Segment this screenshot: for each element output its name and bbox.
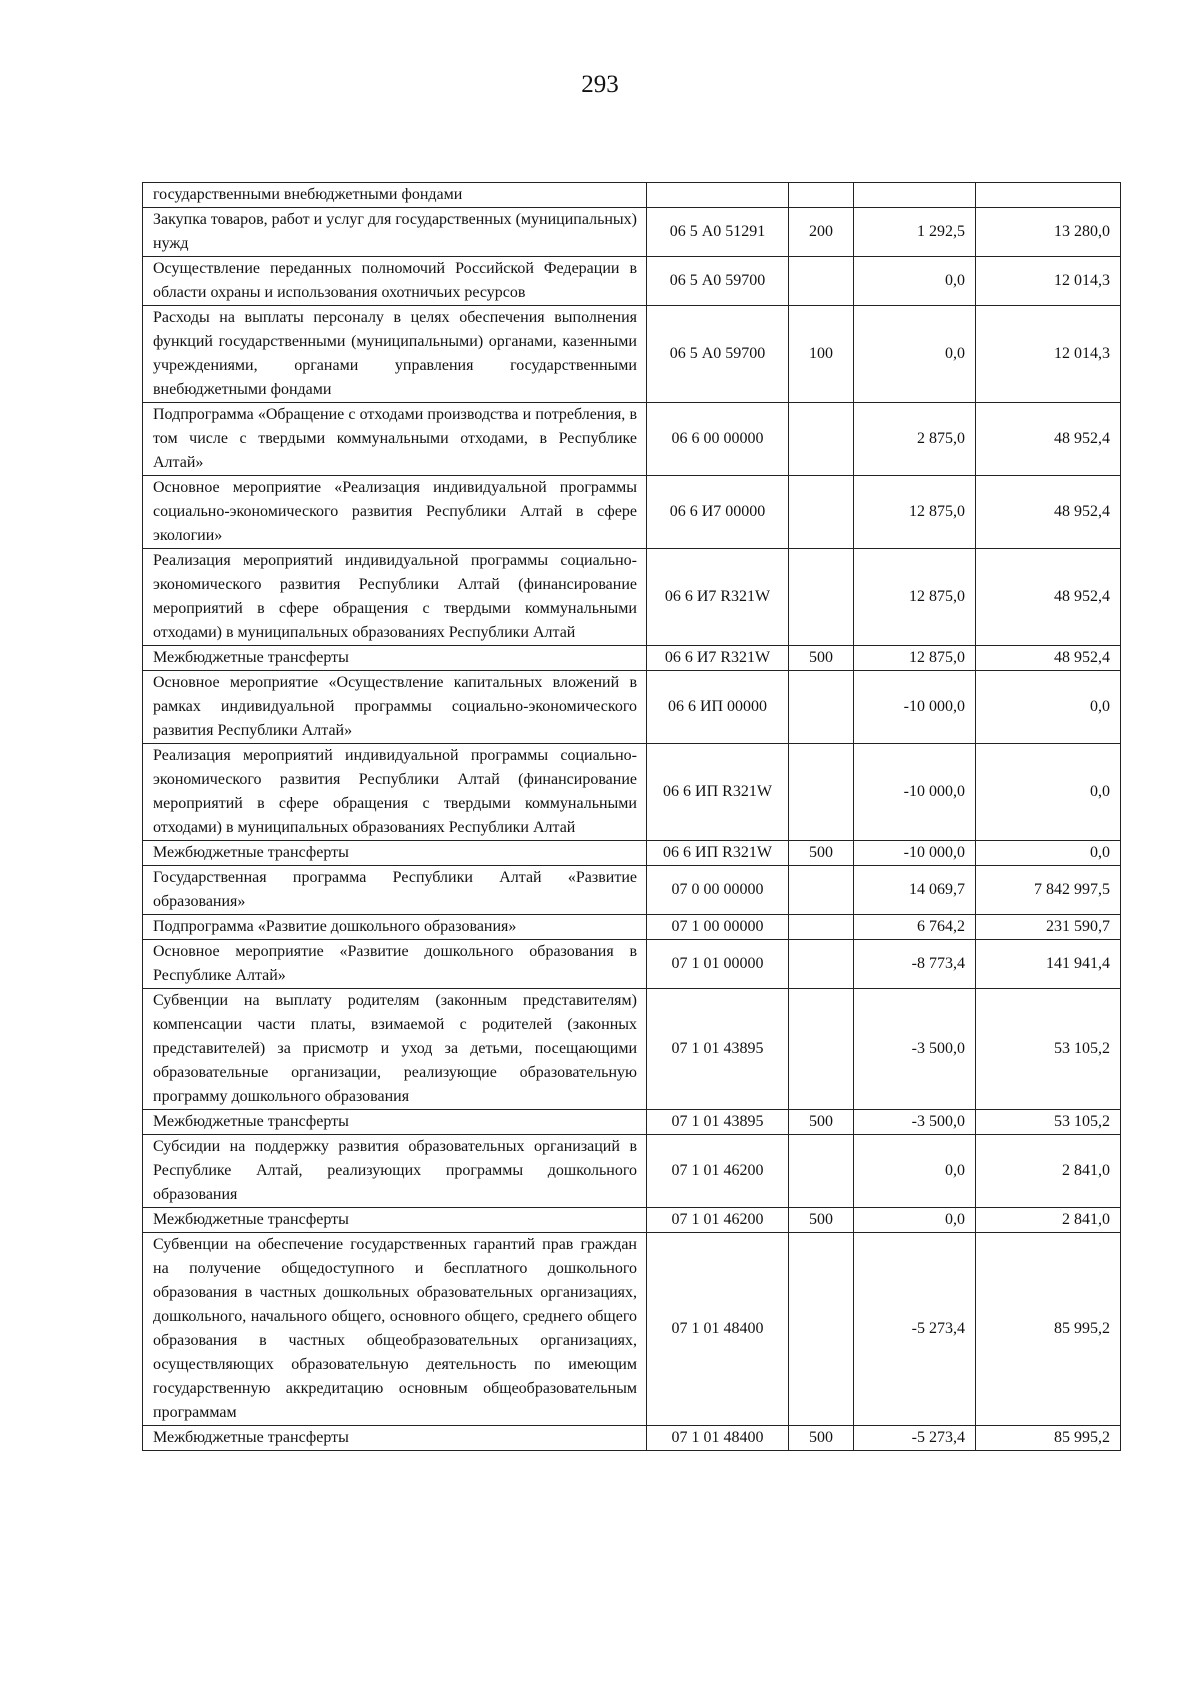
row-classification-code: 07 1 01 46200 (647, 1208, 789, 1233)
row-total-amount: 7 842 997,5 (976, 866, 1121, 915)
row-description: Межбюджетные трансферты (143, 646, 647, 671)
row-total-amount: 12 014,3 (976, 306, 1121, 403)
row-total-amount: 0,0 (976, 671, 1121, 744)
table-row (143, 183, 1121, 208)
row-description: Основное мероприятие «Реализация индивидуальной программы социально-экономического развития Республики Алтай в сфере экологии» (143, 476, 647, 549)
table-row (143, 671, 1121, 744)
table-row (143, 1110, 1121, 1135)
row-description: Реализация мероприятий индивидуальной программы социально-экономического развития Республики Алтай (финансирование мероприятий в сфере обращения с твердыми коммунальными отходами) в муниципальных образованиях Республики Алтай (143, 744, 647, 841)
row-description: Субсидии на поддержку развития образовательных организаций в Республике Алтай, реализующих программы дошкольного образования (143, 1135, 647, 1208)
row-total-amount: 85 995,2 (976, 1426, 1121, 1451)
row-change-amount: 0,0 (854, 306, 976, 403)
row-classification-code: 06 6 И7 00000 (647, 476, 789, 549)
row-change-amount: -5 273,4 (854, 1426, 976, 1451)
row-classification-code: 07 1 01 46200 (647, 1135, 789, 1208)
table-row (143, 549, 1121, 646)
row-classification-code: 07 1 01 43895 (647, 989, 789, 1110)
row-expense-type (789, 183, 854, 208)
row-total-amount: 48 952,4 (976, 476, 1121, 549)
row-total-amount: 48 952,4 (976, 403, 1121, 476)
row-change-amount: 2 875,0 (854, 403, 976, 476)
table-row (143, 646, 1121, 671)
table-row (143, 1135, 1121, 1208)
row-expense-type (789, 989, 854, 1110)
row-description: Основное мероприятие «Осуществление капитальных вложений в рамках индивидуальной программы социально-экономического развития Республики Алтай» (143, 671, 647, 744)
row-expense-type: 500 (789, 1208, 854, 1233)
row-change-amount: 14 069,7 (854, 866, 976, 915)
row-description: Межбюджетные трансферты (143, 1110, 647, 1135)
row-total-amount: 0,0 (976, 744, 1121, 841)
row-change-amount: -8 773,4 (854, 940, 976, 989)
row-change-amount (854, 183, 976, 208)
row-expense-type: 500 (789, 1110, 854, 1135)
row-expense-type (789, 940, 854, 989)
row-description: государственными внебюджетными фондами (143, 183, 647, 208)
row-total-amount: 48 952,4 (976, 646, 1121, 671)
row-classification-code: 06 6 ИП R321W (647, 744, 789, 841)
table-row (143, 841, 1121, 866)
row-description: Субвенции на выплату родителям (законным представителям) компенсации части платы, взимаемой с родителей (законных представителей) за присмотр и уход за детьми, посещающими образовательные организации, реализующие образовательную программу дошкольного образования (143, 989, 647, 1110)
row-expense-type: 500 (789, 1426, 854, 1451)
row-total-amount: 12 014,3 (976, 257, 1121, 306)
row-total-amount: 48 952,4 (976, 549, 1121, 646)
row-expense-type (789, 866, 854, 915)
row-total-amount (976, 183, 1121, 208)
row-expense-type (789, 1135, 854, 1208)
row-expense-type: 100 (789, 306, 854, 403)
row-description: Осуществление переданных полномочий Российской Федерации в области охраны и использования охотничьих ресурсов (143, 257, 647, 306)
table-row (143, 940, 1121, 989)
row-change-amount: -3 500,0 (854, 1110, 976, 1135)
row-description: Государственная программа Республики Алтай «Развитие образования» (143, 866, 647, 915)
row-total-amount: 53 105,2 (976, 1110, 1121, 1135)
row-classification-code: 06 6 ИП R321W (647, 841, 789, 866)
row-expense-type (789, 403, 854, 476)
table-row (143, 403, 1121, 476)
table-row (143, 1233, 1121, 1426)
table-row (143, 866, 1121, 915)
row-expense-type (789, 257, 854, 306)
row-change-amount: -10 000,0 (854, 671, 976, 744)
row-change-amount: 12 875,0 (854, 549, 976, 646)
row-description: Расходы на выплаты персоналу в целях обеспечения выполнения функций государственными (муниципальными) органами, казенными учреждениями, органами управления государственными внебюджетными фондами (143, 306, 647, 403)
row-expense-type (789, 549, 854, 646)
row-change-amount: 12 875,0 (854, 646, 976, 671)
row-classification-code (647, 183, 789, 208)
row-change-amount: 0,0 (854, 1135, 976, 1208)
row-description: Межбюджетные трансферты (143, 1208, 647, 1233)
row-classification-code: 07 1 00 00000 (647, 915, 789, 940)
row-total-amount: 13 280,0 (976, 208, 1121, 257)
row-total-amount: 231 590,7 (976, 915, 1121, 940)
table-row (143, 1426, 1121, 1451)
row-total-amount: 0,0 (976, 841, 1121, 866)
row-total-amount: 141 941,4 (976, 940, 1121, 989)
row-description: Реализация мероприятий индивидуальной программы социально-экономического развития Республики Алтай (финансирование мероприятий в сфере обращения с твердыми коммунальными отходами) в муниципальных образованиях Республики Алтай (143, 549, 647, 646)
row-expense-type (789, 915, 854, 940)
row-description: Межбюджетные трансферты (143, 1426, 647, 1451)
budget-table-body (143, 183, 1121, 1451)
row-expense-type (789, 744, 854, 841)
table-row (143, 915, 1121, 940)
row-classification-code: 07 1 01 00000 (647, 940, 789, 989)
row-change-amount: 12 875,0 (854, 476, 976, 549)
row-change-amount: -3 500,0 (854, 989, 976, 1110)
row-classification-code: 06 5 А0 59700 (647, 306, 789, 403)
row-classification-code: 06 6 И7 R321W (647, 646, 789, 671)
table-row (143, 257, 1121, 306)
row-description: Подпрограмма «Обращение с отходами производства и потребления, в том числе с твердыми коммунальными отходами, в Республике Алтай» (143, 403, 647, 476)
row-classification-code: 07 1 01 48400 (647, 1233, 789, 1426)
row-total-amount: 2 841,0 (976, 1208, 1121, 1233)
row-expense-type (789, 671, 854, 744)
row-description: Межбюджетные трансферты (143, 841, 647, 866)
row-description: Подпрограмма «Развитие дошкольного образования» (143, 915, 647, 940)
row-classification-code: 06 6 ИП 00000 (647, 671, 789, 744)
table-row (143, 476, 1121, 549)
row-classification-code: 06 5 А0 59700 (647, 257, 789, 306)
table-row (143, 744, 1121, 841)
table-row (143, 306, 1121, 403)
row-change-amount: 0,0 (854, 1208, 976, 1233)
page-number: 293 (581, 71, 619, 98)
row-description: Субвенции на обеспечение государственных гарантий прав граждан на получение общедоступного и бесплатного дошкольного образования в частных дошкольных образовательных организациях, дошкольного, начального общего, основного общего, среднего общего образования в частных общеобразовательных организациях, осуществляющих образовательную деятельность по имеющим государственную аккредитацию основным общеобразовательным программам (143, 1233, 647, 1426)
row-description: Основное мероприятие «Развитие дошкольного образования в Республике Алтай» (143, 940, 647, 989)
table-row (143, 1208, 1121, 1233)
row-description: Закупка товаров, работ и услуг для государственных (муниципальных) нужд (143, 208, 647, 257)
row-expense-type: 500 (789, 841, 854, 866)
table-row (143, 208, 1121, 257)
row-total-amount: 53 105,2 (976, 989, 1121, 1110)
row-classification-code: 06 5 А0 51291 (647, 208, 789, 257)
row-expense-type (789, 476, 854, 549)
budget-table (142, 182, 1121, 1451)
row-classification-code: 07 1 01 48400 (647, 1426, 789, 1451)
row-change-amount: 1 292,5 (854, 208, 976, 257)
table-row (143, 989, 1121, 1110)
row-change-amount: 0,0 (854, 257, 976, 306)
row-change-amount: -10 000,0 (854, 841, 976, 866)
row-change-amount: -10 000,0 (854, 744, 976, 841)
row-classification-code: 07 0 00 00000 (647, 866, 789, 915)
row-classification-code: 07 1 01 43895 (647, 1110, 789, 1135)
row-change-amount: -5 273,4 (854, 1233, 976, 1426)
row-classification-code: 06 6 И7 R321W (647, 549, 789, 646)
row-expense-type: 200 (789, 208, 854, 257)
row-expense-type (789, 1233, 854, 1426)
row-change-amount: 6 764,2 (854, 915, 976, 940)
row-total-amount: 85 995,2 (976, 1233, 1121, 1426)
row-classification-code: 06 6 00 00000 (647, 403, 789, 476)
row-total-amount: 2 841,0 (976, 1135, 1121, 1208)
row-expense-type: 500 (789, 646, 854, 671)
